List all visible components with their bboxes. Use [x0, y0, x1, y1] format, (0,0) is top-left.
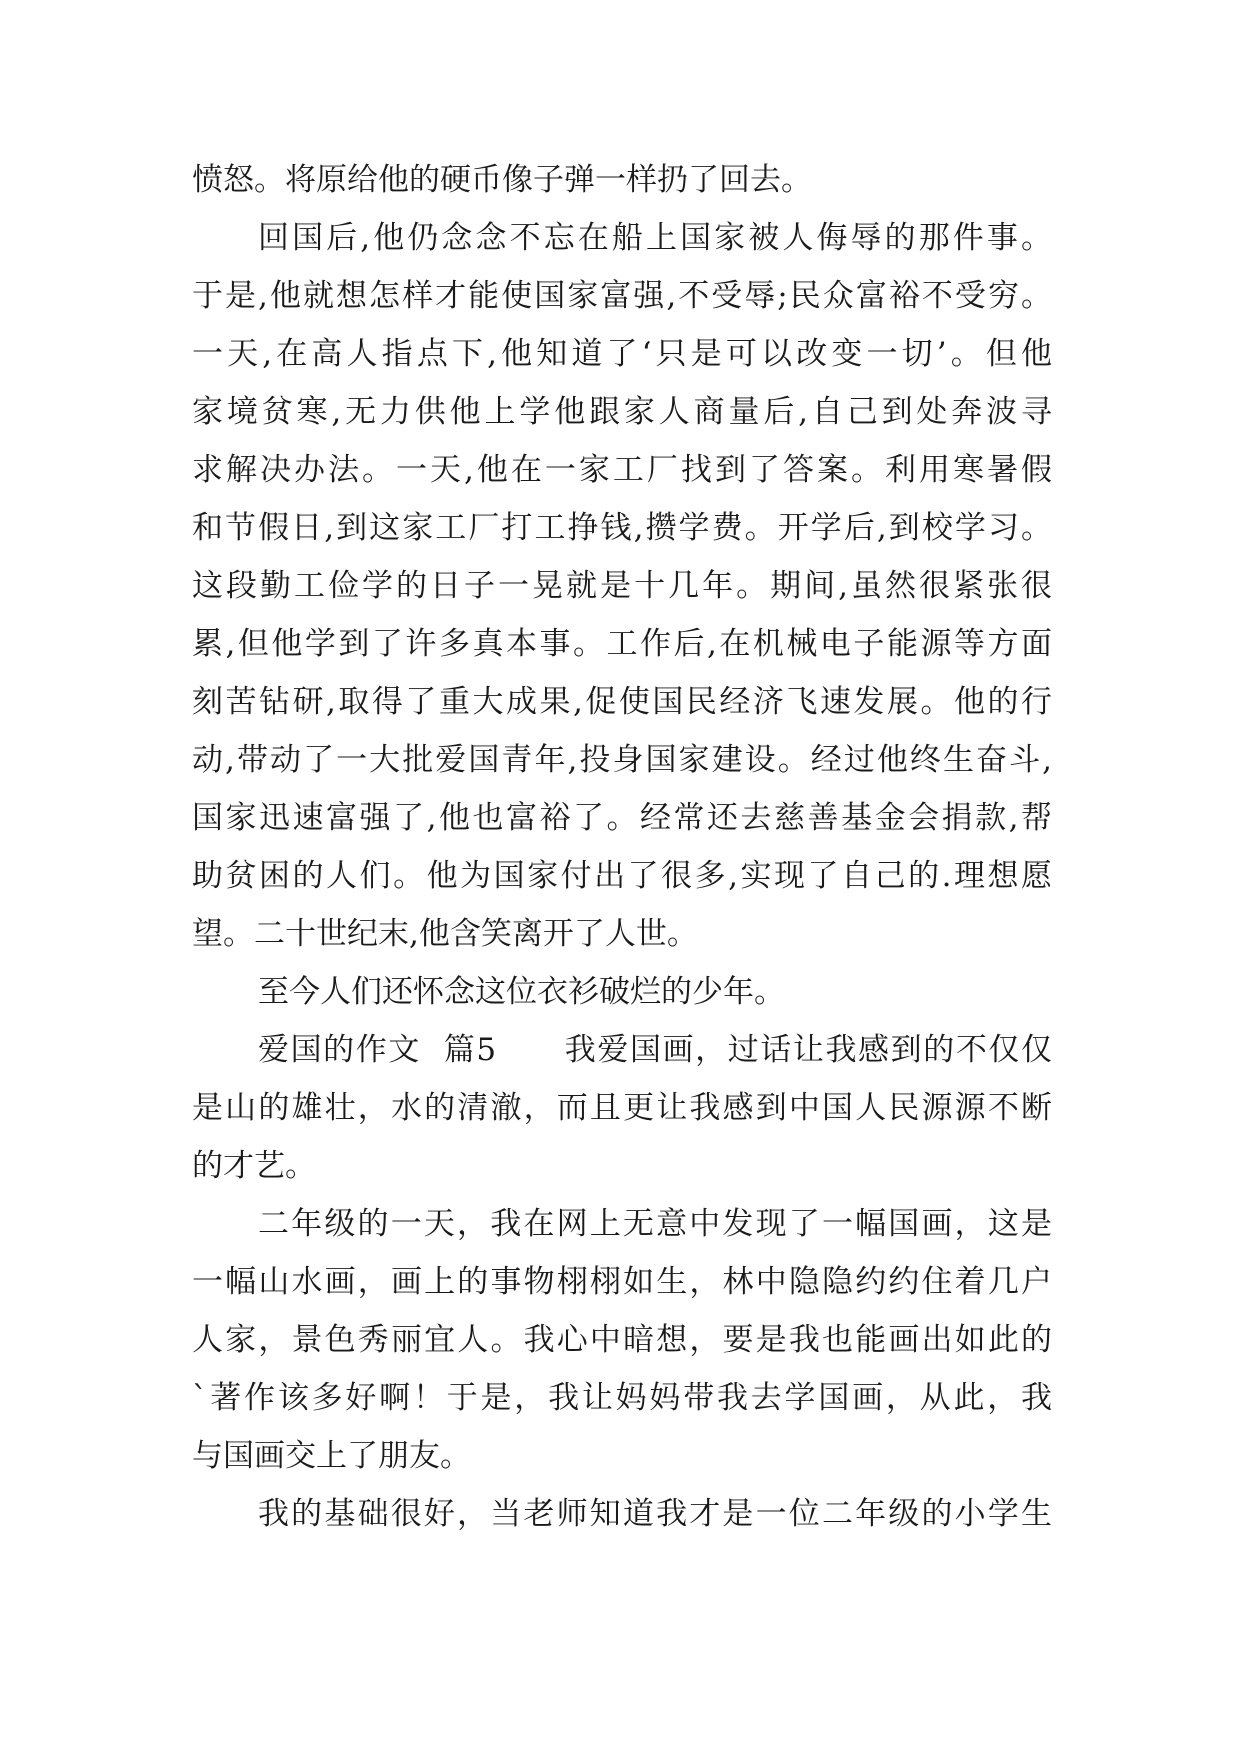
text-line: 的才艺。 [192, 1148, 316, 1184]
text-line: 动,带动了一大批爱国青年,投身国家建设。经过他终生奋斗, [192, 742, 1052, 778]
text-line: 求解决办法。一天,他在一家工厂找到了答案。利用寒暑假 [192, 452, 1052, 488]
text-line: 一天,在高人指点下,他知道了‘只是可以改变一切’。但他 [192, 336, 1052, 372]
text-line: `著作该多好啊！于是，我让妈妈带我去学国画，从此，我 [192, 1380, 1052, 1416]
text-line: 至今人们还怀念这位衣衫破烂的少年。 [258, 974, 785, 1010]
text-line: 我的基础很好，当老师知道我才是一位二年级的小学生 [258, 1496, 1052, 1532]
text-line: 愤怒。将原给他的硬币像子弹一样扔了回去。 [192, 162, 812, 198]
text-line: 刻苦钻研,取得了重大成果,促使国民经济飞速发展。他的行 [192, 684, 1052, 720]
document-body [192, 151, 1052, 1543]
text-line: 累,但他学到了许多真本事。工作后,在机械电子能源等方面 [192, 626, 1052, 662]
text-line: 于是,他就想怎样才能使国家富强,不受辱;民众富裕不受穷。 [192, 278, 1052, 314]
text-line: 和节假日,到这家工厂打工挣钱,攒学费。开学后,到校学习。 [192, 510, 1052, 546]
text-line: 家境贫寒,无力供他上学他跟家人商量后,自己到处奔波寻 [192, 394, 1052, 430]
text-line: 与国画交上了朋友。 [192, 1438, 471, 1474]
section-heading-line: 爱国的作文 篇5 我爱国画，过话让我感到的不仅仅 [258, 1032, 1052, 1068]
text-line: 回国后,他仍念念不忘在船上国家被人侮辱的那件事。 [258, 220, 1052, 256]
text-line: 人家，景色秀丽宜人。我心中暗想，要是我也能画出如此的 [192, 1322, 1052, 1358]
text-line: 二年级的一天，我在网上无意中发现了一幅国画，这是 [258, 1206, 1052, 1242]
text-line: 这段勤工俭学的日子一晃就是十几年。期间,虽然很紧张很 [192, 568, 1052, 604]
text-line: 一幅山水画，画上的事物栩栩如生，林中隐隐约约住着几户 [192, 1264, 1052, 1300]
text-line: 是山的雄壮，水的清澈，而且更让我感到中国人民源源不断 [192, 1090, 1052, 1126]
text-line: 望。二十世纪末,他含笑离开了人世。 [192, 916, 698, 952]
text-line: 国家迅速富强了,他也富裕了。经常还去慈善基金会捐款,帮 [192, 800, 1052, 836]
text-line: 助贫困的人们。他为国家付出了很多,实现了自己的.理想愿 [192, 858, 1052, 894]
